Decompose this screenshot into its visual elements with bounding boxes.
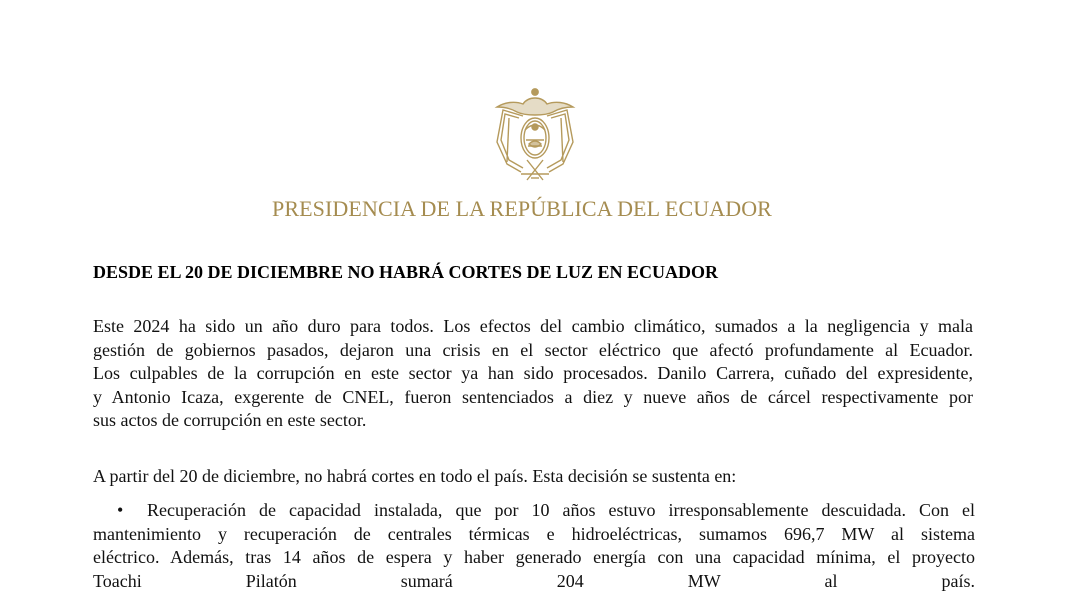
coat-of-arms-icon	[485, 82, 585, 186]
list-item	[93, 499, 975, 593]
list-item-line: mantenimiento y recuperación de centrales térmicas e hidroeléctricas, sumamos 696,7 MW al sistema	[93, 523, 975, 544]
paragraph-line: gestión de gobiernos pasados, dejaron una crisis en el sector eléctrico que afectó profundamente al Ecuador.	[93, 339, 973, 360]
list-item-line: Recuperación de capacidad instalada, que por 10 años estuvo irresponsablemente descuidada. Con el	[147, 500, 975, 520]
document-title: DESDE EL 20 DE DICIEMBRE NO HABRÁ CORTES DE LUZ EN ECUADOR	[93, 262, 718, 282]
bullet-marker: •	[117, 500, 124, 520]
list-item-line: eléctrico. Además, tras 14 años de espera y haber generado energía con una capacidad mínima, el proyecto	[93, 547, 975, 568]
paragraph-line: y Antonio Icaza, exgerente de CNEL, fueron sentenciados a diez y nueve años de cárcel respectivamente por	[93, 386, 973, 407]
paragraph-line: sus actos de corrupción en este sector.	[93, 410, 367, 431]
list-item-line: Toachi Pilatón sumará 204 MW al país.	[93, 570, 975, 591]
institution-name: PRESIDENCIA DE LA REPÚBLICA DEL ECUADOR	[272, 196, 772, 221]
paragraph-line: Este 2024 ha sido un año duro para todos. Los efectos del cambio climático, sumados a la negligencia y mala	[93, 316, 973, 336]
paragraph-line: Los culpables de la corrupción en este sector ya han sido procesados. Danilo Carrera, cuñado del expresidente,	[93, 363, 973, 384]
paragraph-intro	[93, 315, 973, 433]
bullet-list	[93, 499, 975, 593]
paragraph-decision: A partir del 20 de diciembre, no habrá cortes en todo el país. Esta decisión se sustenta en:	[93, 466, 737, 486]
